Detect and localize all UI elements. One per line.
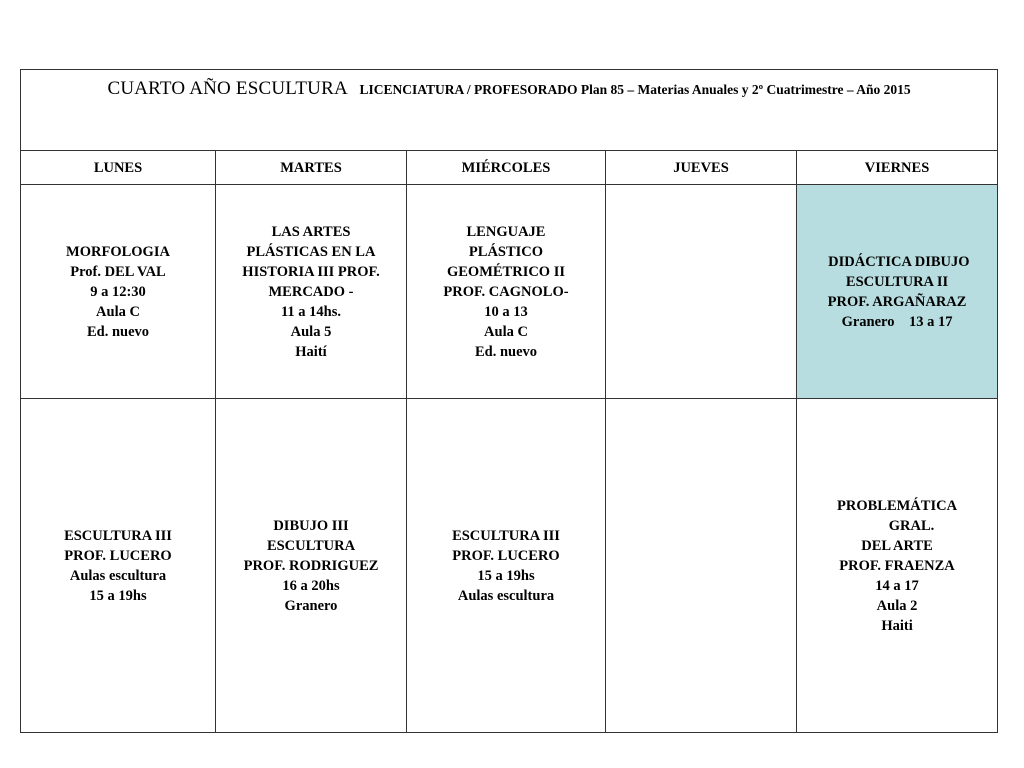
class-info-line: Aula 5 (290, 323, 332, 340)
class-info-line: PLÁSTICAS EN LA (246, 243, 376, 260)
class-info-line: Granero (284, 597, 338, 614)
class-cell-thursday (606, 399, 797, 733)
schedule-row-2 (21, 399, 998, 733)
class-cell-monday (21, 399, 216, 733)
class-info-line: ESCULTURA III (452, 527, 560, 544)
class-info-line: Aulas escultura (69, 567, 167, 584)
class-info-line: Prof. DEL VAL (70, 263, 166, 280)
class-cell-tuesday (216, 399, 407, 733)
class-info-line: DIDÁCTICA DIBUJO (824, 253, 970, 270)
day-header-friday: VIERNES (797, 151, 998, 185)
day-header-tuesday: MARTES (216, 151, 407, 185)
class-info-line: GEOMÉTRICO II (446, 263, 566, 280)
class-info-line: GRAL. (859, 517, 935, 534)
class-info-line: 15 a 19hs (477, 567, 535, 584)
class-info-line: MERCADO - (268, 283, 354, 300)
class-info-line: ESCULTURA II (845, 273, 949, 290)
schedule-table (20, 69, 998, 733)
class-info-line: PROF. RODRIGUEZ (243, 557, 379, 574)
class-info-line: PROF. LUCERO (452, 547, 560, 564)
class-info-line: Ed. nuevo (86, 323, 150, 340)
day-header-thursday: JUEVES (606, 151, 797, 185)
class-info-line: 11 a 14hs. (280, 303, 342, 320)
class-cell-wednesday (407, 185, 606, 399)
class-info-line: 9 a 12:30 (90, 283, 146, 300)
class-info-line: LENGUAJE (466, 223, 546, 240)
class-cell-friday (797, 185, 998, 399)
class-info-line: PROBLEMÁTICA (837, 497, 958, 514)
class-info-line: HISTORIA III PROF. (242, 263, 380, 280)
class-info-line: Aula 2 (876, 597, 918, 614)
class-info-line: 16 a 20hs (282, 577, 340, 594)
class-info-line: MORFOLOGIA (66, 243, 170, 260)
class-info-line: ESCULTURA III (64, 527, 172, 544)
title-cell (21, 70, 998, 151)
class-info-line: Haiti (881, 617, 913, 634)
class-cell-friday (797, 399, 998, 733)
class-info-line: ESCULTURA (266, 537, 356, 554)
title (21, 70, 997, 100)
class-info-line: Aula C (96, 303, 140, 320)
class-info-line: 14 a 17 (875, 577, 919, 594)
class-cell-thursday (606, 185, 797, 399)
title-main: CUARTO AÑO ESCULTURA (107, 78, 348, 99)
day-header-wednesday: MIÉRCOLES (407, 151, 606, 185)
class-info-line: PROF. ARGAÑARAZ (827, 293, 967, 310)
class-cell-tuesday (216, 185, 407, 399)
class-info-line: 15 a 19hs (89, 587, 147, 604)
day-header-monday: LUNES (21, 151, 216, 185)
class-info-line: PLÁSTICO (468, 243, 544, 260)
day-header-row (21, 151, 998, 185)
class-info-line: PROF. LUCERO (64, 547, 172, 564)
class-info-line: Aulas escultura (457, 587, 555, 604)
class-cell-monday (21, 185, 216, 399)
class-info-line: PROF. CAGNOLO- (443, 283, 569, 300)
schedule-row-1 (21, 185, 998, 399)
class-info-line: DIBUJO III (273, 517, 349, 534)
class-info-line: LAS ARTES (271, 223, 351, 240)
class-info-line: Granero 13 a 17 (841, 313, 953, 330)
class-info-line: Ed. nuevo (474, 343, 538, 360)
title-subtitle: LICENCIATURA / PROFESORADO Plan 85 – Materias Anuales y 2º Cuatrimestre – Año 2015 (359, 82, 911, 97)
class-info-line: PROF. FRAENZA (839, 557, 955, 574)
class-info-line: 10 a 13 (484, 303, 528, 320)
class-info-line: Haití (295, 343, 327, 360)
class-info-line: DEL ARTE (861, 537, 933, 554)
class-info-line: Aula C (484, 323, 528, 340)
class-cell-wednesday (407, 399, 606, 733)
